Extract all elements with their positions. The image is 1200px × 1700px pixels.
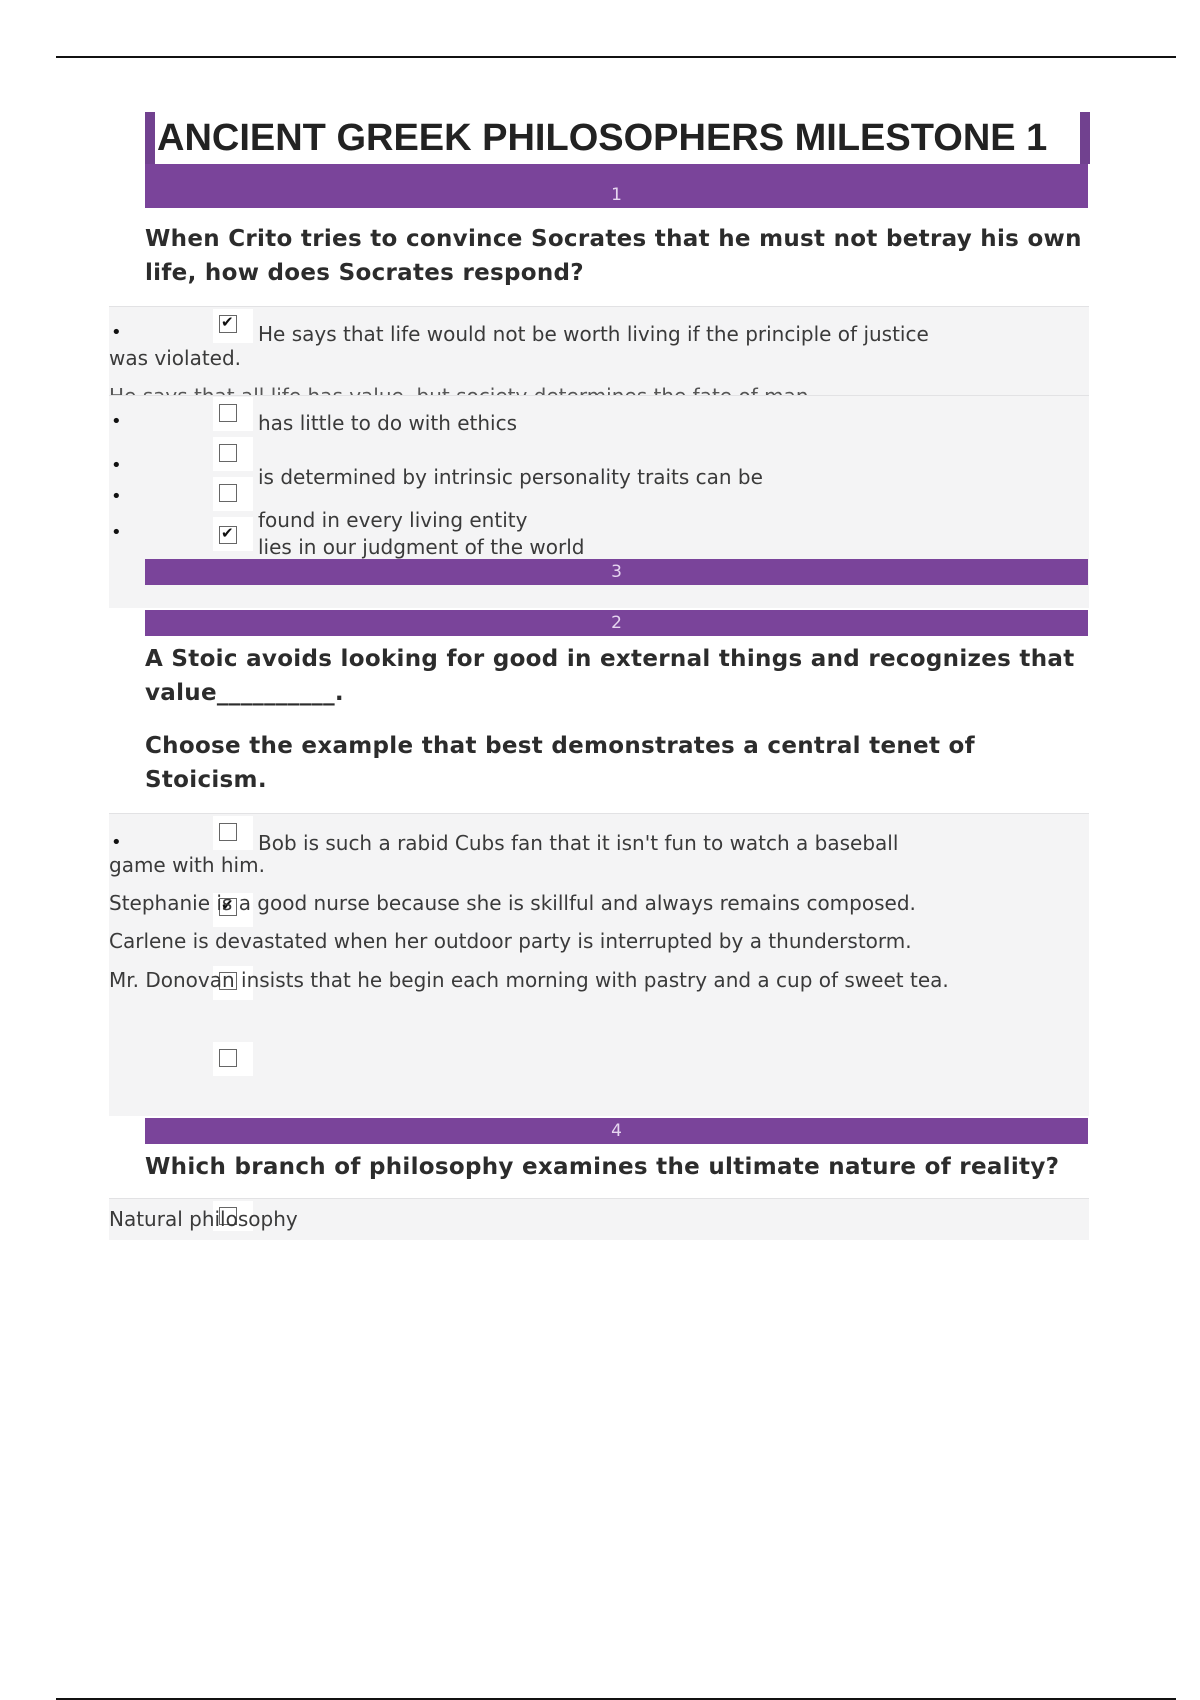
- question-number-3: 3: [145, 559, 1088, 585]
- option-text: found in every living entity: [258, 508, 528, 532]
- question-4-text: Which branch of philosophy examines the ultimate nature of reality?: [145, 1154, 1060, 1180]
- bullet: •: [111, 455, 122, 476]
- bullet: •: [111, 322, 122, 343]
- answer-text-continued: game with him.: [109, 853, 265, 877]
- clipped-answer: [109, 384, 1009, 395]
- answer-checkbox[interactable]: [219, 823, 237, 841]
- question-2-text: A Stoic avoids looking for good in external things and recognizes that value__________.: [145, 646, 1075, 706]
- option-checkbox[interactable]: [219, 444, 237, 462]
- question-number-1: 1: [611, 185, 622, 205]
- top-rule: [56, 56, 1176, 58]
- option-checkbox[interactable]: [219, 484, 237, 502]
- answer-text: Stephanie is a good nurse because she is skillful and always remains composed.: [109, 891, 916, 915]
- question-2-prompt: Choose the example that best demonstrates a central tenet of Stoicism.: [145, 733, 975, 793]
- page-title: ANCIENT GREEK PHILOSOPHERS MILESTONE 1: [145, 112, 1090, 164]
- question-number-4: 4: [145, 1118, 1088, 1144]
- bullet: •: [111, 486, 122, 507]
- bullet: •: [111, 411, 122, 432]
- bullet: •: [111, 832, 122, 853]
- answer-text-continued: was violated.: [109, 346, 242, 370]
- answer-text: Bob is such a rabid Cubs fan that it isn't fun to watch a baseball: [258, 831, 899, 855]
- option-text: lies in our judgment of the world: [258, 535, 585, 559]
- answer-text: Mr. Donovan insists that he begin each morning with pastry and a cup of sweet tea.: [109, 968, 949, 992]
- question-number-2: 2: [145, 610, 1088, 636]
- answer-text: Natural philosophy: [109, 1207, 298, 1231]
- answer-text: Carlene is devastated when her outdoor party is interrupted by a thunderstorm.: [109, 929, 912, 953]
- option-checkbox[interactable]: [219, 404, 237, 422]
- question-1-text: When Crito tries to convince Socrates that he must not betray his own life, how does Socrates respond?: [145, 226, 1082, 286]
- option-checkbox[interactable]: [219, 526, 237, 544]
- bullet: •: [111, 522, 122, 543]
- option-text: has little to do with ethics: [258, 411, 518, 435]
- answer-panel-1: [109, 307, 1089, 395]
- answer-checkbox[interactable]: [219, 1049, 237, 1067]
- answer-text: He says that life would not be worth living if the principle of justice: [258, 322, 929, 346]
- option-text: is determined by intrinsic personality traits can be: [258, 465, 763, 489]
- answer-checkbox[interactable]: [219, 315, 237, 333]
